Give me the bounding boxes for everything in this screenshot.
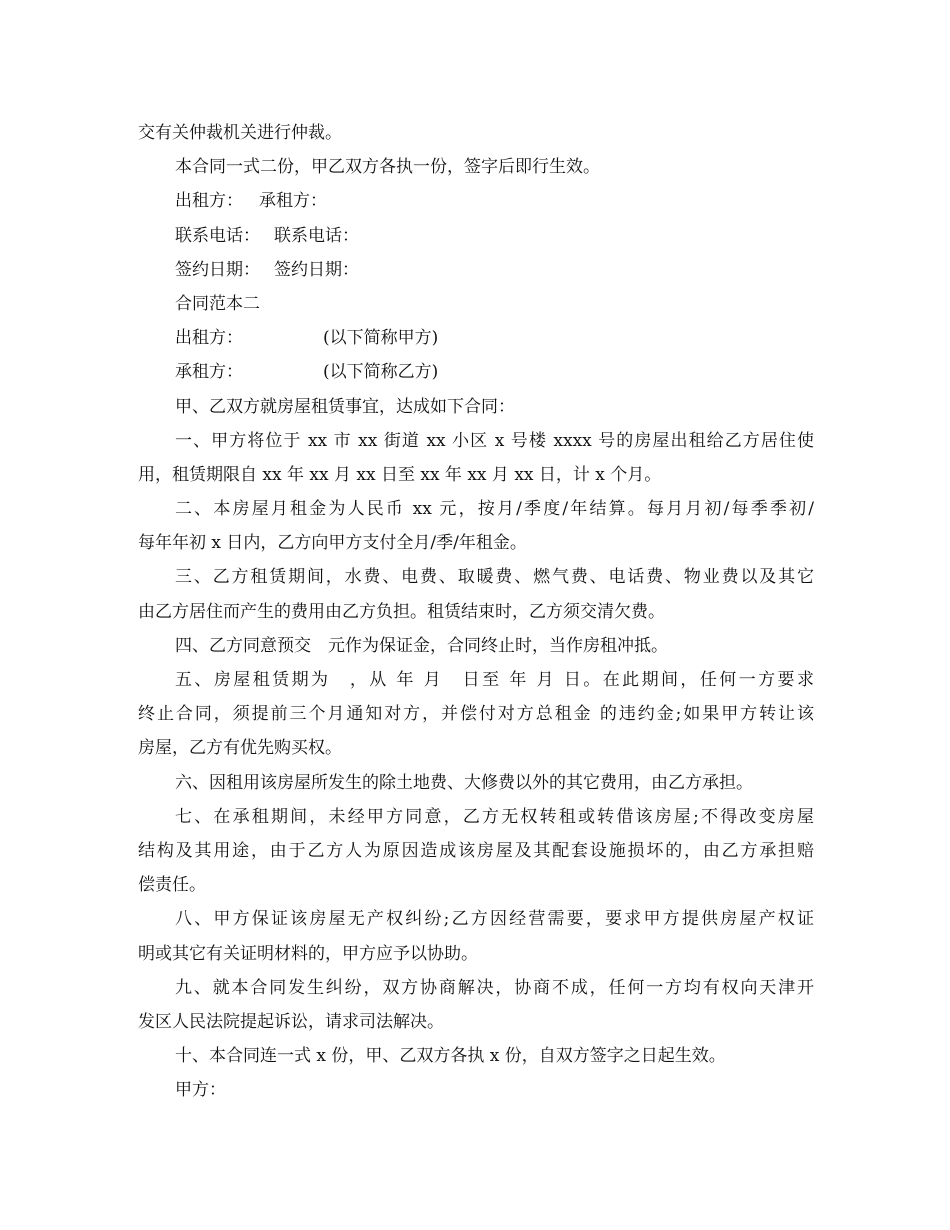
party-a-note: (以下简称甲方) [323, 328, 439, 349]
text-line: 本合同一式二份，甲乙双方各执一份，签字后即行生效。 [175, 157, 600, 178]
section-heading: 合同范本二 [175, 293, 260, 314]
document-page [138, 116, 814, 1107]
party-a-line [138, 321, 814, 355]
clause-1-line: 一、甲方将位于 xx 市 xx 街道 xx 小区 x 号楼 xxxx 号的房屋出租给乙方居住使 [175, 430, 814, 451]
clause-7-line: 结构及其用途，由于乙方人为原因造成该房屋及其配套设施损坏的，由乙方承担赔 [138, 840, 814, 861]
clause-8-line: 明或其它有关证明材料的，甲方应予以协助。 [138, 943, 478, 964]
clause-7-line: 偿责任。 [138, 875, 206, 896]
clause-7-line: 七、在承租期间，未经甲方同意，乙方无权转租或转借该房屋;不得改变房屋 [175, 806, 814, 827]
lessee-label: 承租方： [175, 362, 243, 383]
party-a-signature-label: 甲方： [175, 1080, 226, 1101]
lessor-date-label: 签约日期： [175, 259, 260, 280]
lessor-label: 出租方： [175, 191, 243, 212]
clause-5-line: 五、房屋租赁期为 ，从 年 月 日至 年 月 日。在此期间，任何一方要求 [175, 670, 814, 690]
clause-2-line: 二、本房屋月租金为人民币 xx 元，按月/季度/年结算。每月月初/每季季初/ [175, 499, 814, 520]
clause-5-line: 房屋，乙方有优先购买权。 [138, 738, 342, 759]
clause-3-line: 三、乙方租赁期间，水费、电费、取暖费、燃气费、电话费、物业费以及其它 [175, 567, 814, 588]
sign-date-line [138, 253, 814, 287]
clause-5-line: 终止合同，须提前三个月通知对方，并偿付对方总租金 的违约金;如果甲方转让该 [138, 704, 814, 725]
clause-6-line: 六、因租用该房屋所发生的除土地费、大修费以外的其它费用，由乙方承担。 [175, 772, 753, 793]
phone-line [138, 219, 814, 253]
clause-9-line: 九、就本合同发生纠纷，双方协商解决，协商不成，任何一方均有权向天津开 [175, 977, 814, 998]
clause-3-line: 由乙方居住而产生的费用由乙方负担。租赁结束时，乙方须交清欠费。 [138, 601, 665, 622]
text-line: 交有关仲裁机关进行仲裁。 [138, 123, 342, 143]
clause-10-line: 十、本合同连一式 x 份，甲、乙双方各执 x 份，自双方签字之日起生效。 [175, 1046, 726, 1067]
lessor-phone-label: 联系电话： [175, 225, 260, 246]
clause-8-line: 八、甲方保证该房屋无产权纠纷;乙方因经营需要，要求甲方提供房屋产权证 [175, 909, 814, 930]
clause-1-line: 用，租赁期限自 xx 年 xx 月 xx 日至 xx 年 xx 月 xx 日，计 x 个月。 [138, 464, 662, 485]
lessor-label: 出租方： [175, 328, 243, 349]
lessee-label: 承租方： [259, 191, 327, 212]
text-line: 甲、乙双方就房屋租赁事宜，达成如下合同： [175, 396, 515, 417]
party-b-line [138, 355, 814, 389]
clause-9-line: 发区人民法院提起诉讼，请求司法解决。 [138, 1011, 444, 1032]
clause-2-line: 每年年初 x 日内，乙方向甲方支付全月/季/年租金。 [138, 533, 527, 554]
lessee-date-label: 签约日期： [274, 259, 359, 280]
lessee-phone-label: 联系电话： [274, 225, 359, 246]
signature-parties-line [138, 184, 814, 218]
clause-4-line: 四、乙方同意预交 元作为保证金，合同终止时，当作房租冲抵。 [175, 635, 668, 656]
party-b-note: (以下简称乙方) [323, 362, 439, 383]
